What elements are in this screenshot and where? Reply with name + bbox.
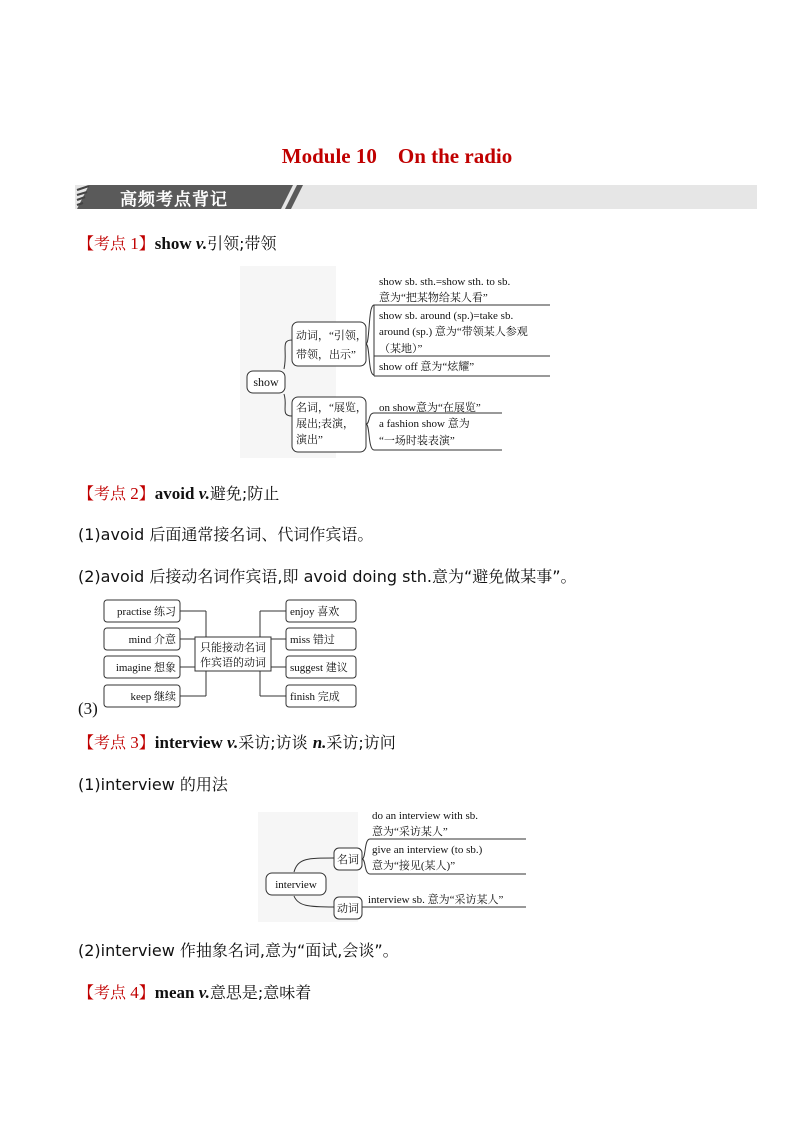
point-3-paragraph-1: (1)interview 的用法 <box>78 775 228 794</box>
svg-text:动词: 动词 <box>337 903 359 915</box>
svg-text:give an interview (to sb.): give an interview (to sb.) <box>372 844 483 856</box>
svg-text:practise 练习: practise 练习 <box>117 606 176 618</box>
svg-text:只能接动名词: 只能接动名词 <box>200 642 266 654</box>
section-banner-label: 高频考点背记 <box>120 190 228 210</box>
svg-text:show sb. sth.=show sth. to sb.: show sb. sth.=show sth. to sb. <box>379 276 511 288</box>
interview-mindmap <box>258 806 530 922</box>
show-mindmap <box>240 266 552 458</box>
svg-text:意为“接见(某人)”: 意为“接见(某人)” <box>372 860 456 872</box>
svg-text:finish 完成: finish 完成 <box>290 691 340 703</box>
svg-text:show off 意为“炫耀”: show off 意为“炫耀” <box>379 361 475 373</box>
svg-text:意为“采访某人”: 意为“采访某人” <box>372 826 448 838</box>
svg-text:展出;表演，: 展出;表演， <box>296 418 355 430</box>
svg-text:around (sp.) 意为“带领某人参观: around (sp.) 意为“带领某人参观 <box>379 326 528 338</box>
svg-text:interview sb. 意为“采访某人”: interview sb. 意为“采访某人” <box>368 894 504 906</box>
svg-text:do an interview with sb.: do an interview with sb. <box>372 810 479 822</box>
svg-text:（某地）”: （某地）” <box>379 343 423 355</box>
point-2-paragraph-1: (1)avoid 后面通常接名词、代词作宾语。 <box>78 525 374 544</box>
svg-text:on show意为“在展览”: on show意为“在展览” <box>379 402 481 414</box>
svg-text:mind 介意: mind 介意 <box>128 634 176 646</box>
point-2-heading: 【考点 2】avoid v.避免;防止 <box>78 484 280 503</box>
avoid-mindmap <box>100 596 362 712</box>
svg-text:keep 继续: keep 继续 <box>130 691 176 703</box>
point-2-paragraph-3: (3) <box>78 699 98 718</box>
point-2-paragraph-2: (2)avoid 后接动名词作宾语,即 avoid doing sth.意为“避免做某事”。 <box>78 567 577 586</box>
point-2-meaning: 避免;防止 <box>209 484 280 503</box>
point-1-meaning: 引领;带领 <box>207 234 277 253</box>
svg-text:演出”: 演出” <box>296 434 323 446</box>
svg-text:名词: 名词 <box>337 854 359 866</box>
svg-text:imagine 想象: imagine 想象 <box>115 662 176 674</box>
page-title: Module 10 On the radio <box>281 144 513 168</box>
point-4-word: mean <box>154 983 195 1002</box>
svg-text:意为“把某物给某人看”: 意为“把某物给某人看” <box>379 292 488 304</box>
point-3-word: interview <box>154 733 223 752</box>
svg-text:作宾语的动词: 作宾语的动词 <box>200 657 266 669</box>
svg-text:interview: interview <box>275 879 317 891</box>
svg-text:带领，出示”: 带领，出示” <box>296 349 356 361</box>
svg-text:miss 错过: miss 错过 <box>290 634 335 646</box>
show-root-label: show <box>253 375 279 389</box>
point-3-heading: 【考点 3】interview v.采访;访谈 n.采访;访问 <box>78 733 396 752</box>
point-2-word: avoid <box>154 484 195 503</box>
point-3-paragraph-2: (2)interview 作抽象名词,意为“面试,会谈”。 <box>78 941 399 960</box>
svg-text:show sb. around (sp.)=take sb.: show sb. around (sp.)=take sb. <box>379 310 514 322</box>
point-4-meaning: 意思是;意味着 <box>209 983 312 1002</box>
point-2-label: 考点 <box>94 484 127 503</box>
svg-text:动词，“引领，: 动词，“引领， <box>296 330 367 342</box>
svg-text:“一场时装表演”: “一场时装表演” <box>379 435 455 447</box>
point-4-label: 考点 <box>94 983 127 1002</box>
point-1-label: 考点 <box>94 234 127 253</box>
svg-text:enjoy 喜欢: enjoy 喜欢 <box>290 606 340 618</box>
point-3-label: 考点 <box>94 733 127 752</box>
svg-text:suggest 建议: suggest 建议 <box>290 662 348 674</box>
point-1-heading: 【考点 1】show v.引领;带领 <box>78 234 277 253</box>
point-1-word: show <box>154 234 192 253</box>
svg-text:名词，“展览，: 名词，“展览， <box>296 402 367 414</box>
svg-text:a fashion show 意为: a fashion show 意为 <box>379 418 470 430</box>
point-4-heading: 【考点 4】mean v.意思是;意味着 <box>78 983 312 1002</box>
